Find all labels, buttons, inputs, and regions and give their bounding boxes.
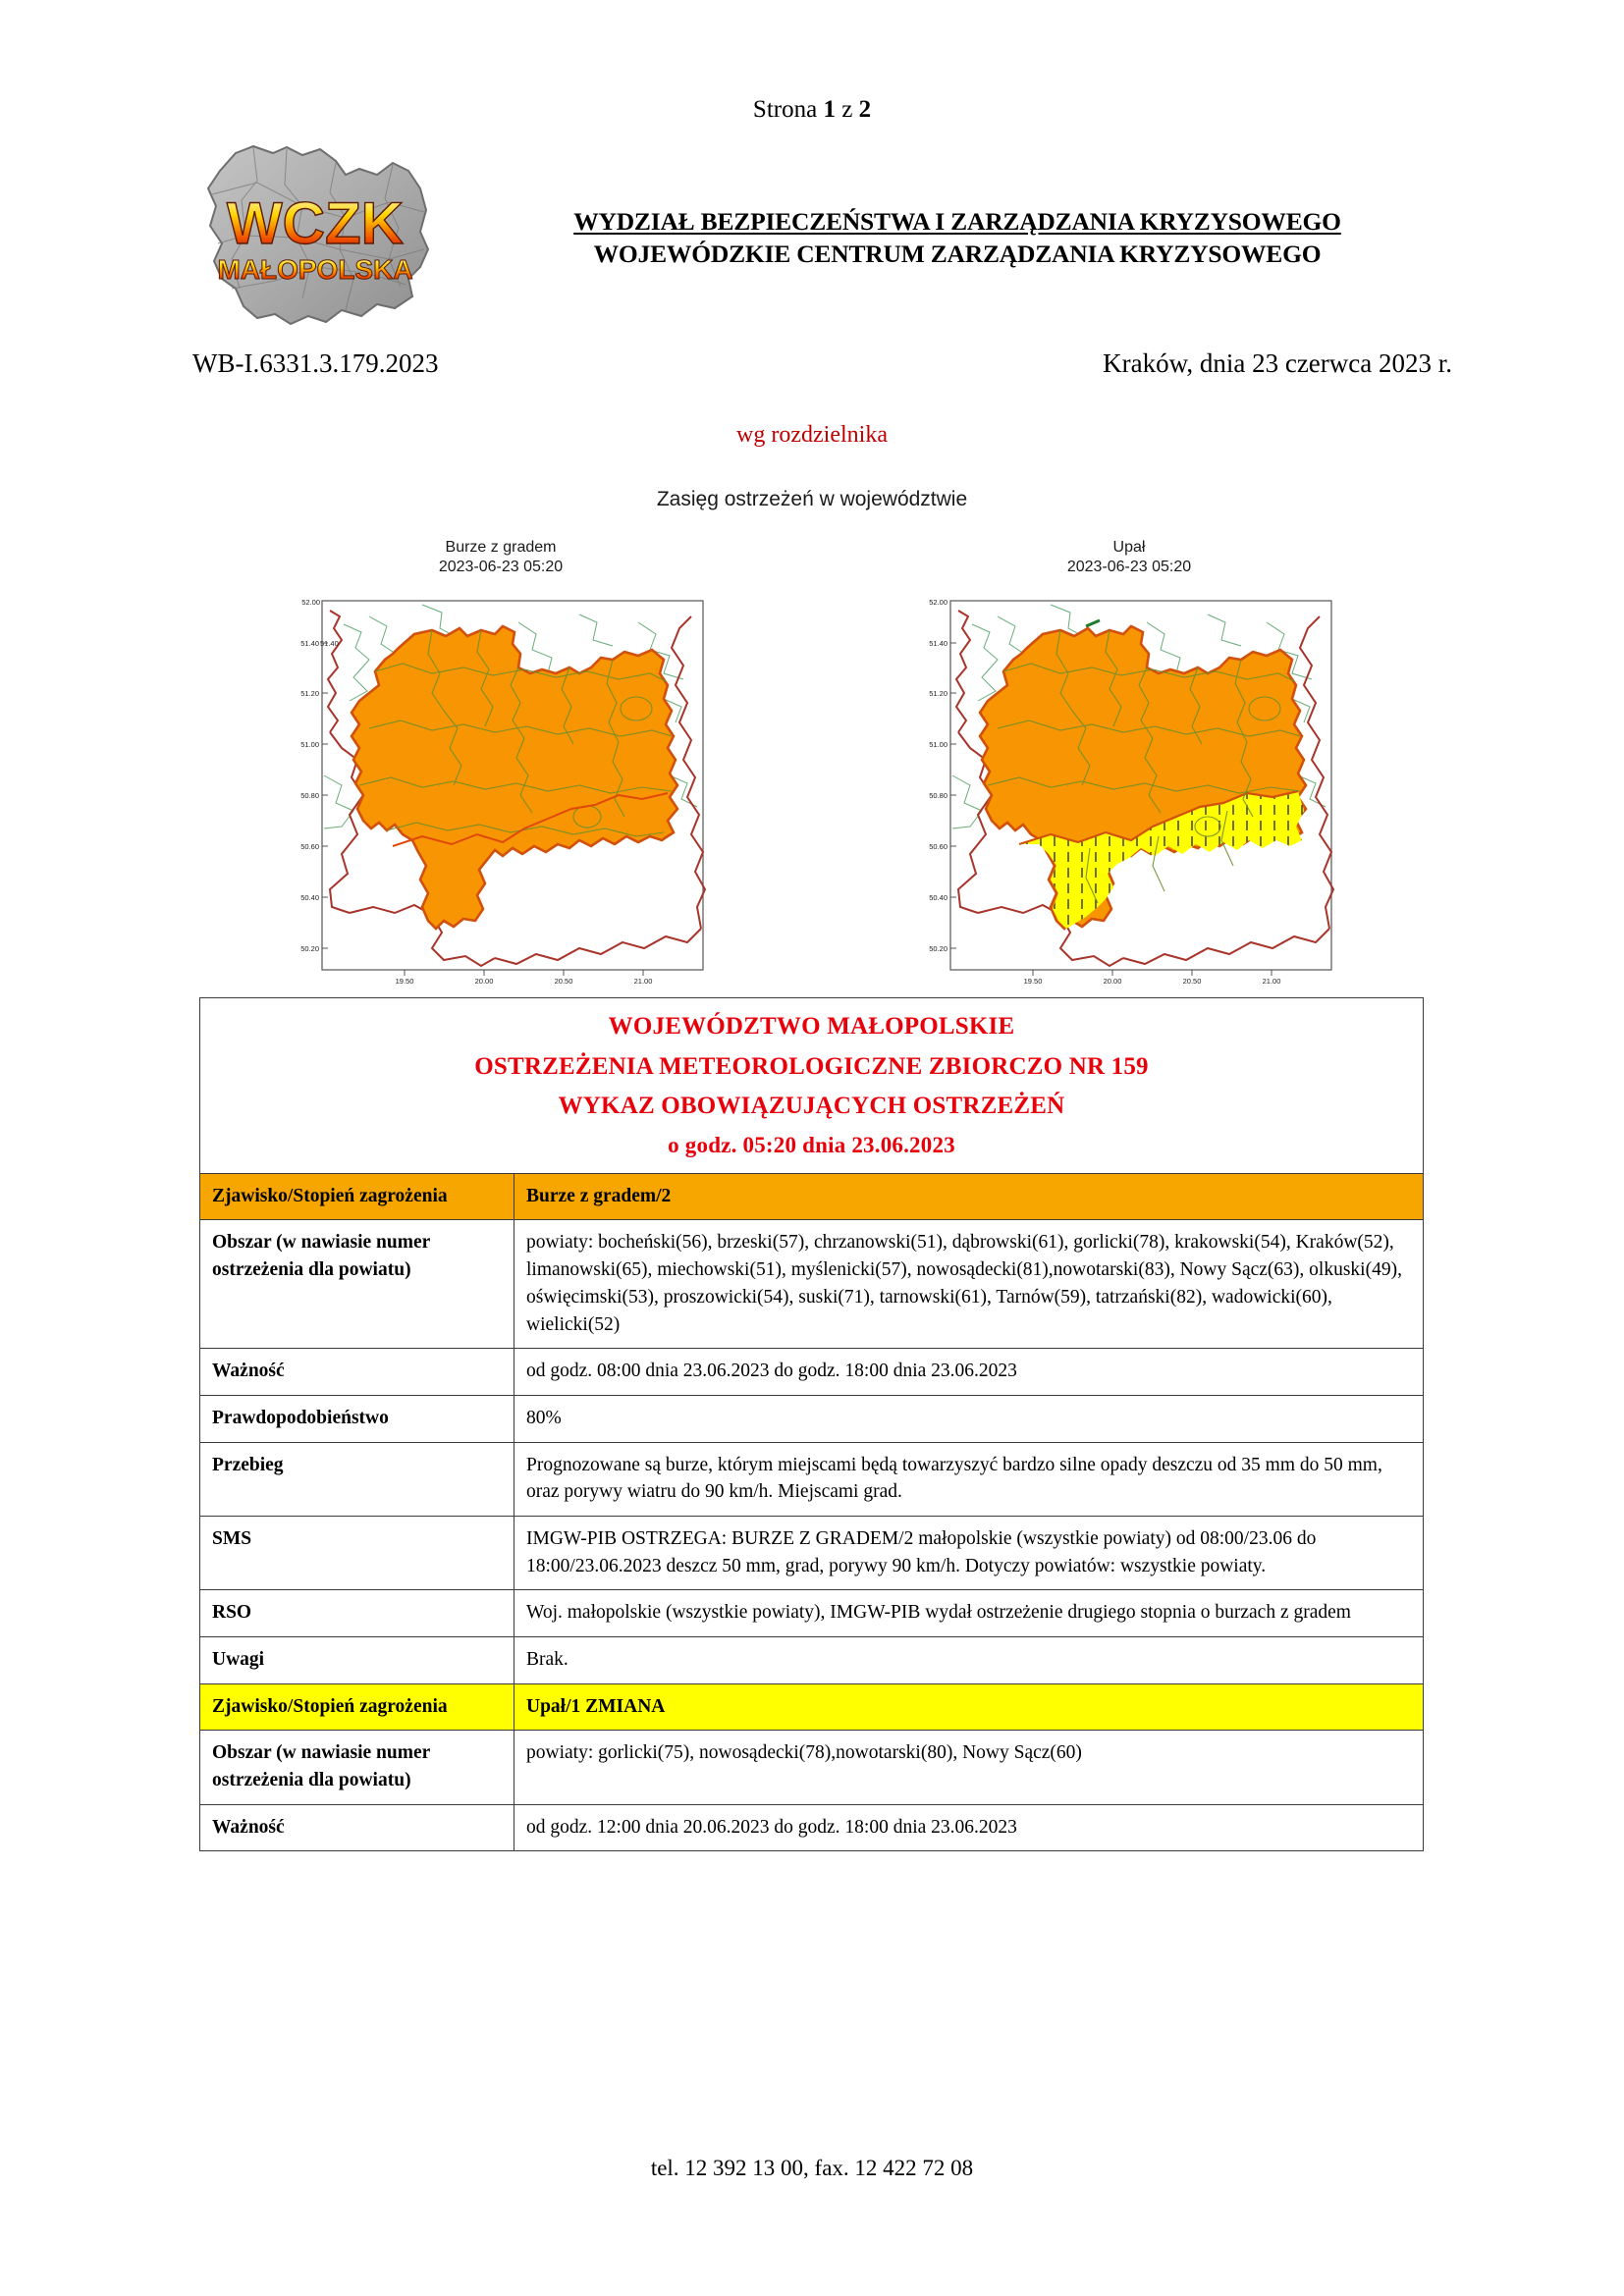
table-row	[200, 1395, 1424, 1442]
table-banner-row	[200, 998, 1424, 1174]
svg-text:51.00: 51.00	[300, 740, 319, 749]
row-value-waznosc-1: od godz. 08:00 dnia 23.06.2023 do godz. 18:00 dnia 23.06.2023	[514, 1349, 1424, 1396]
svg-text:50.60: 50.60	[929, 842, 947, 851]
banner-line-3: WYKAZ OBOWIĄZUJĄCYCH OSTRZEŻEŃ	[558, 1093, 1065, 1119]
banner-line-4: o godz. 05:20 dnia 23.06.2023	[668, 1132, 955, 1157]
row-value-sms: IMGW-PIB OSTRZEGA: BURZE Z GRADEM/2 małopolskie (wszystkie powiaty) od 08:00/23.06 do 18:00/23.06.2023 deszcz 50 mm, grad, porywy 90 km/h. Dotyczy powiatów: wszystkie powiaty.	[514, 1516, 1424, 1589]
row-value-zjawisko-1: Burze z gradem/2	[514, 1173, 1424, 1220]
svg-text:50.40: 50.40	[929, 893, 947, 902]
svg-text:19.50: 19.50	[1023, 977, 1043, 986]
svg-text:50.80: 50.80	[929, 791, 947, 800]
map-title-time-upal: 2023-06-23 05:20	[1066, 559, 1192, 575]
svg-text:50.40: 50.40	[300, 893, 319, 902]
recipient-line: wg rozdzielnika	[736, 422, 888, 448]
map-burze-z-gradem	[285, 583, 717, 995]
page-number	[0, 96, 1624, 124]
logo-title-text: WCZK	[227, 190, 404, 256]
logo-map-shape	[192, 141, 438, 330]
row-label-zjawisko-1: Zjawisko/Stopień zagrożenia	[200, 1173, 514, 1220]
department-name: WYDZIAŁ BEZPIECZEŃSTWA I ZARZĄDZANIA KRYZYSOWEGO	[573, 207, 1341, 236]
row-label-sms: SMS	[200, 1516, 514, 1589]
row-value-rso: Woj. małopolskie (wszystkie powiaty), IMGW-PIB wydał ostrzeżenie drugiego stopnia o burzach z gradem	[514, 1590, 1424, 1637]
row-value-zjawisko-2: Upał/1 ZMIANA	[514, 1683, 1424, 1731]
footer-contact: tel. 12 392 13 00, fax. 12 422 72 08	[650, 2156, 974, 2180]
svg-text:20.50: 20.50	[554, 977, 573, 986]
row-value-waznosc-2: od godz. 12:00 dnia 20.06.2023 do godz. 18:00 dnia 23.06.2023	[514, 1804, 1424, 1851]
svg-text:20.50: 20.50	[1182, 977, 1202, 986]
svg-text:21.00: 21.00	[1262, 977, 1281, 986]
table-row	[200, 1220, 1424, 1349]
warnings-table	[199, 997, 1424, 1851]
table-row	[200, 1442, 1424, 1516]
svg-text:51.00: 51.00	[929, 740, 947, 749]
row-value-uwagi: Brak.	[514, 1637, 1424, 1684]
map-upal	[913, 583, 1345, 995]
svg-text:50.80: 50.80	[300, 791, 319, 800]
svg-text:51.20: 51.20	[300, 689, 319, 698]
map-title-upal	[913, 538, 1345, 577]
table-row	[200, 1731, 1424, 1804]
svg-text:20.00: 20.00	[474, 977, 494, 986]
page-label-prefix: Strona	[752, 96, 824, 123]
logo-subtitle-text: MAŁOPOLSKA	[217, 254, 413, 285]
table-row	[200, 1173, 1424, 1220]
row-value-obszar-1: powiaty: bocheński(56), brzeski(57), chrzanowski(51), dąbrowski(61), gorlicki(78), krakowski(54), Kraków(52), limanowski(65), miechowski(51), myślenicki(57), nowosądecki(81),nowotarski(83), Nowy Sącz(63), olkuski(49), oświęcimski(53), proszowicki(54), suski(71), tarnowski(61), Tarnów(59), tatrzański(82), wadowicki(60), wielicki(52)	[514, 1220, 1424, 1349]
row-value-obszar-2: powiaty: gorlicki(75), nowosądecki(78),nowotarski(80), Nowy Sącz(60)	[514, 1731, 1424, 1804]
map-title-burze	[285, 538, 717, 577]
row-label-waznosc-1: Ważność	[200, 1349, 514, 1396]
table-row	[200, 1637, 1424, 1684]
map-title-name-upal: Upał	[1112, 539, 1146, 556]
svg-text:52.00: 52.00	[929, 598, 947, 607]
banner-title	[212, 1007, 1411, 1163]
svg-text:52.00: 52.00	[301, 598, 320, 607]
row-label-prawdopodobienstwo: Prawdopodobieństwo	[200, 1395, 514, 1442]
map-title-name-burze: Burze z gradem	[445, 539, 557, 556]
svg-text:51.40: 51.40	[320, 639, 339, 648]
table-row	[200, 1349, 1424, 1396]
banner-line-1: WOJEWÓDZTWO MAŁOPOLSKIE	[608, 1013, 1015, 1040]
banner-line-2: OSTRZEŻENIA METEOROLOGICZNE ZBIORCZO NR 159	[474, 1052, 1149, 1080]
page-separator: z	[835, 96, 859, 123]
svg-text:51.40: 51.40	[929, 639, 947, 648]
svg-text:50.60: 50.60	[300, 842, 319, 851]
svg-text:51.20: 51.20	[929, 689, 947, 698]
row-label-zjawisko-2: Zjawisko/Stopień zagrożenia	[200, 1683, 514, 1731]
map-title-time-burze: 2023-06-23 05:20	[438, 559, 564, 575]
map-panel-burze	[285, 538, 717, 995]
table-row	[200, 1683, 1424, 1731]
svg-text:19.50: 19.50	[395, 977, 414, 986]
page-current: 1	[823, 96, 836, 123]
row-value-przebieg: Prognozowane są burze, którym miejscami będą towarzyszyć bardzo silne opady deszczu od 35 mm do 50 mm, oraz porywy wiatru do 90 km/h. Miejscami grad.	[514, 1442, 1424, 1516]
warnings-table-container	[199, 997, 1424, 1851]
svg-text:50.20: 50.20	[300, 944, 319, 953]
page-total: 2	[858, 96, 872, 123]
svg-text:21.00: 21.00	[633, 977, 653, 986]
reference-number: WB-I.6331.3.179.2023	[192, 348, 439, 378]
place-and-date: Kraków, dnia 23 czerwca 2023 r.	[1103, 348, 1452, 378]
row-label-waznosc-2: Ważność	[200, 1804, 514, 1851]
table-row	[200, 1590, 1424, 1637]
table-row	[200, 1516, 1424, 1589]
row-label-uwagi: Uwagi	[200, 1637, 514, 1684]
table-row	[200, 1804, 1424, 1851]
organization-title	[461, 206, 1453, 270]
table-banner-cell	[200, 998, 1424, 1174]
svg-text:51.40: 51.40	[300, 639, 319, 648]
row-label-obszar-2: Obszar (w nawiasie numer ostrzeżenia dla powiatu)	[200, 1731, 514, 1804]
row-value-prawdopodobienstwo: 80%	[514, 1395, 1424, 1442]
maps-caption: Zasięg ostrzeżeń w województwie	[656, 488, 968, 510]
svg-text:50.20: 50.20	[929, 944, 947, 953]
row-label-przebieg: Przebieg	[200, 1442, 514, 1516]
row-label-obszar-1: Obszar (w nawiasie numer ostrzeżenia dla powiatu)	[200, 1220, 514, 1349]
wczk-logo	[192, 141, 438, 330]
row-label-rso: RSO	[200, 1590, 514, 1637]
svg-text:20.00: 20.00	[1103, 977, 1122, 986]
center-name: WOJEWÓDZKIE CENTRUM ZARZĄDZANIA KRYZYSOWEGO	[593, 239, 1322, 268]
map-panel-upal	[913, 538, 1345, 995]
